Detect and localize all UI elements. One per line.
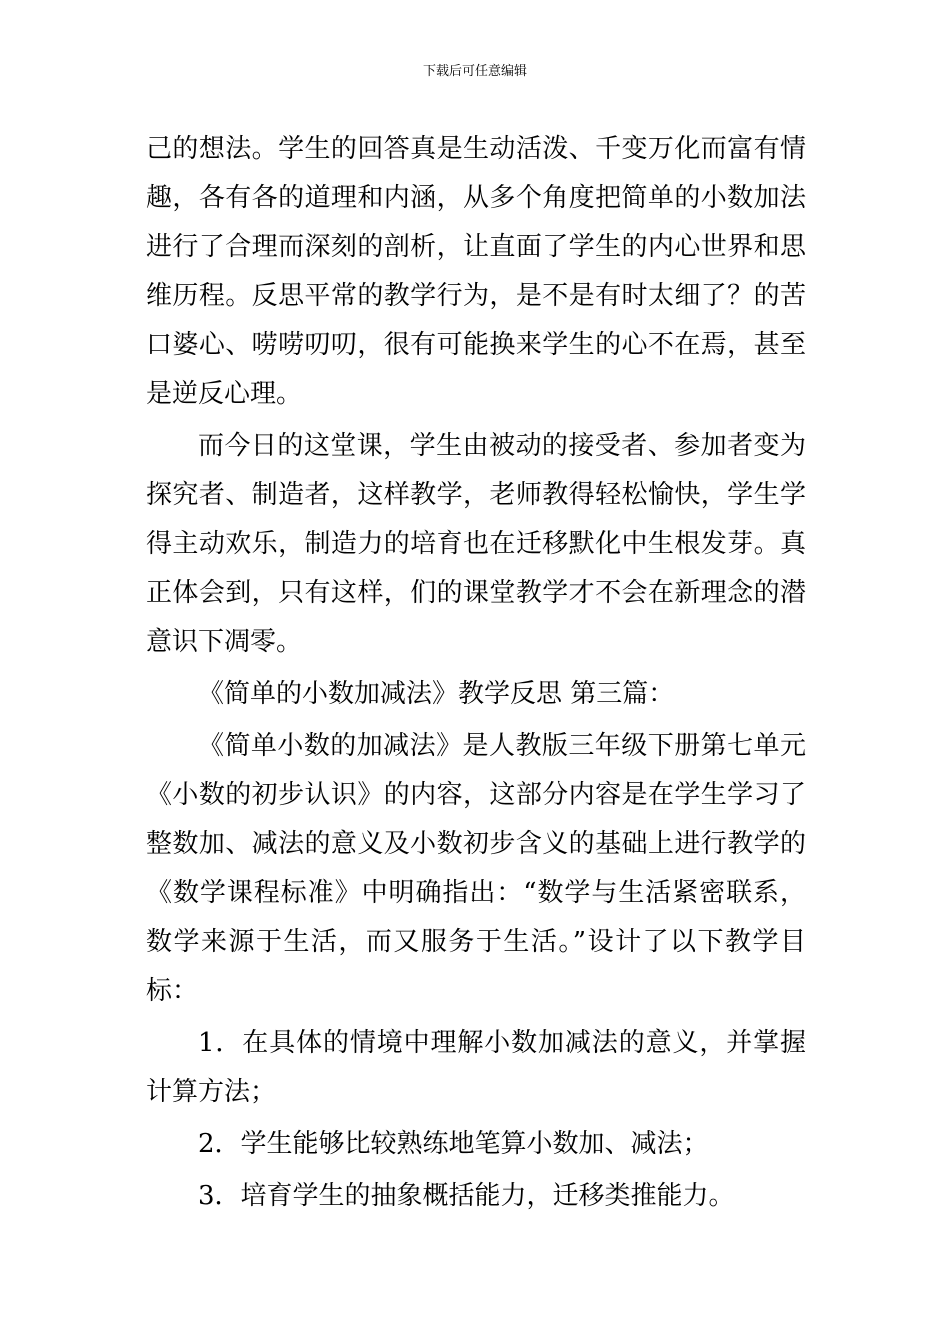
goal-item-3: 3．培育学生的抽象概括能力，迁移类推能力。 [198,1181,735,1211]
document-body [146,125,806,1221]
page-header: 下载后可任意编辑 [422,64,527,79]
paragraph-continuation: 己的想法。学生的回答真是生动活泼、千变万化而富有情趣，各有各的道理和内涵，从多个角度把简单的小数加法进行了合理而深刻的剖析，让直面了学生的内心世界和思维历程。反思平常的教学行为，是不是有时太细了？的苦口婆心、唠唠叨叨，很有可能换来学生的心不在焉，甚至是逆反心理。 [146,134,806,409]
section-heading: 《简单的小数加减法》教学反思 第三篇： [198,679,675,709]
goal-item-2: 2．学生能够比较熟练地笔算小数加、减法； [198,1129,709,1159]
goal-item-1: 1．在具体的情境中理解小数加减法的意义，并掌握计算方法； [146,1028,806,1107]
paragraph-intro: 《简单小数的加减法》是人教版三年级下册第七单元《小数的初步认识》的内容，这部分内容是在学生学习了整数加、减法的意义及小数初步含义的基础上进行教学的《数学课程标准》中明确指出：“数学与生活紧密联系，数学来源于生活，而又服务于生活。”设计了以下教学目标： [146,731,806,1006]
paragraph-today-lesson: 而今日的这堂课，学生由被动的接受者、参加者变为探究者、制造者，这样教学，老师教得轻松愉快，学生学得主动欢乐，制造力的培育也在迁移默化中生根发芽。真正体会到，只有这样，们的课堂教学才不会在新理念的潜意识下凋零。 [146,431,806,657]
